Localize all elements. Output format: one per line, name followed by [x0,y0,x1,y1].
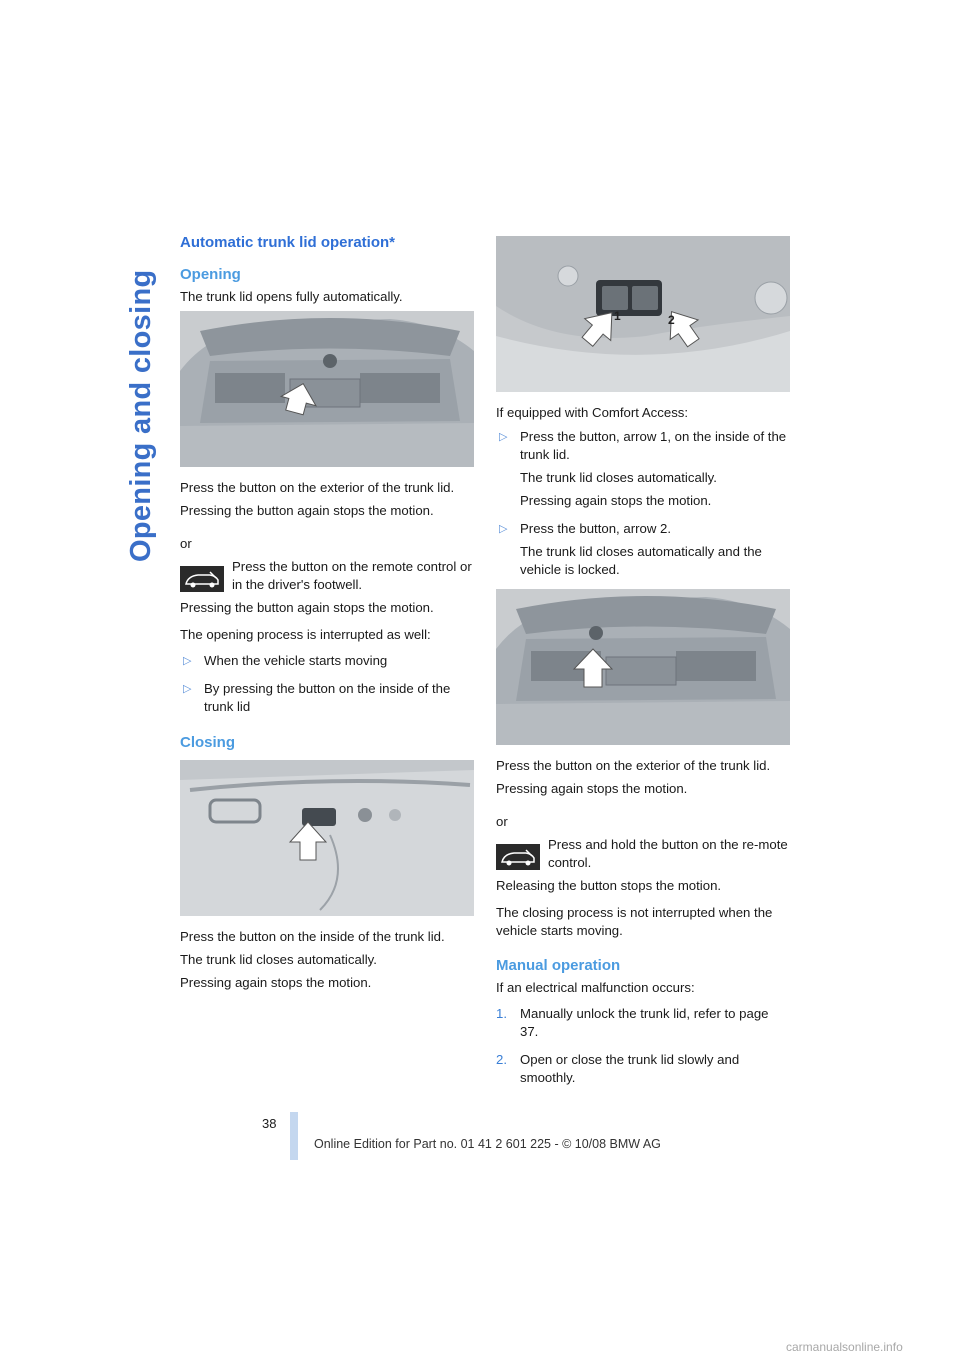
or-text: or [180,536,192,551]
page-number: 38 [262,1116,277,1131]
footer-edition: Online Edition for Part no. 01 41 2 601 225 - © 10/08 BMW AG [314,1137,661,1151]
footer-bar [290,1112,298,1160]
list-item: ▷ When the vehicle starts moving [183,653,388,668]
arrow-label-1: 1 [614,309,621,323]
triangle-bullet-icon: ▷ [183,655,192,667]
press-inside-text: Press the button on the inside of the trunk lid. [180,929,445,944]
or-text: or [496,814,508,829]
interrupted-text: The opening process is interrupted as well: [180,627,431,642]
press-again-stop-text: Pressing again stops the motion. [180,975,372,990]
closes-auto-text: The trunk lid closes automatically. [180,952,377,967]
closing-heading: Closing [180,734,235,751]
opening-heading: Opening [180,266,241,283]
malfunction-text: If an electrical malfunction occurs: [496,980,695,995]
list-item: ▷ Press the button, arrow 1, on the inside of the trunk lid. The trunk lid closes automatically. Pressing again stops the motion. [499,429,787,508]
trunk-remote-icon [180,566,224,592]
trunk-inside-photo [180,760,474,916]
triangle-bullet-icon: ▷ [499,431,508,443]
list-item: ▷ By pressing the button on the inside of the trunk lid [183,681,451,714]
press-again-text: Pressing again stops the motion. [496,781,688,796]
chapter-title: Opening and closing [125,269,157,562]
remote-text: Press the button on the remote control or in the driver's footwell. [232,559,472,592]
not-interrupted-text: The closing process is not interrupted when the vehicle starts moving. [496,905,773,938]
manual-heading: Manual operation [496,957,621,974]
releasing-text: Releasing the button stops the motion. [496,878,722,893]
triangle-bullet-icon: ▷ [183,683,192,695]
section-heading: Automatic trunk lid operation* [180,234,396,251]
remote-hold-text: Press and hold the button on the re-mote control. [548,837,788,870]
trunk-remote-icon [496,844,540,870]
arrow-label-2: 2 [668,313,675,327]
press-exterior-text: Press the button on the exterior of the trunk lid. [496,758,771,773]
list-item: ▷ Press the button, arrow 2. The trunk lid closes automatically and the vehicle is locked. [499,521,762,577]
list-item: 1. Manually unlock the trunk lid, refer to page 37. [496,1006,769,1039]
list-item: 2. Open or close the trunk lid slowly and smoothly. [496,1052,740,1085]
trunk-exterior-photo [180,311,474,467]
press-again-text-2: Pressing the button again stops the motion. [180,600,434,615]
trunk-buttons-photo [496,236,790,392]
opening-intro: The trunk lid opens fully automatically. [180,289,403,304]
right-column [496,234,790,1097]
press-exterior-text: Press the button on the exterior of the trunk lid. [180,480,455,495]
watermark: carmanualsonline.info [786,1340,903,1354]
trunk-exterior-photo-2 [496,589,790,745]
triangle-bullet-icon: ▷ [499,523,508,535]
press-again-text: Pressing the button again stops the motion. [180,503,434,518]
comfort-access-text: If equipped with Comfort Access: [496,405,689,420]
left-column [180,234,474,997]
